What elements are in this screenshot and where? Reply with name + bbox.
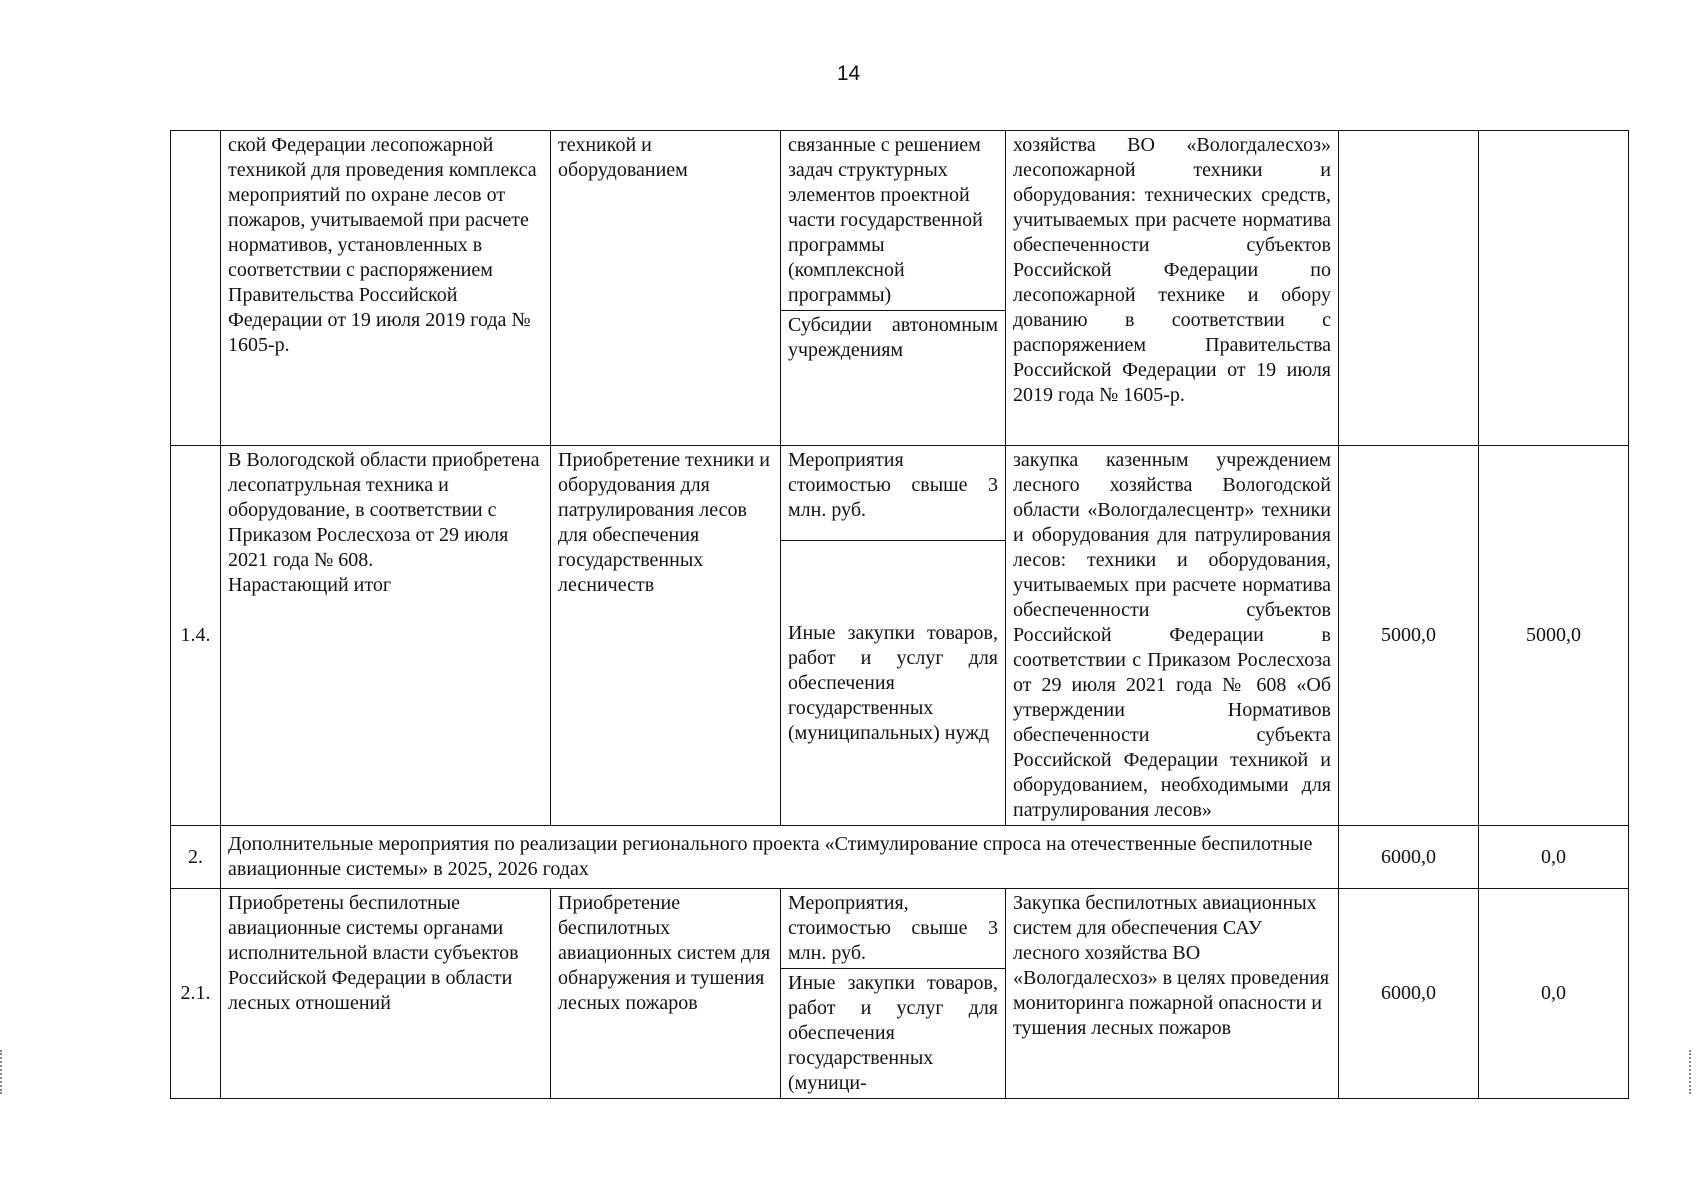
result-cell	[221, 131, 551, 446]
description-cell: Закупка беспилотных авиационных систем для обеспечения САУ лесного хозяйства ВО «Вологдалесхоз» в целях проведения мониторинга пожарной опасности и тушения лесных пожаров	[1006, 889, 1339, 1099]
result-text: ской Федерации лесопожарной техникой для проведения комплекса мероприятий по охране лесов от пожаров, учитываемой при расчете нормативов, установленных в соответствии с распоряжением Правительства Российской Федерации от 19 июля 2019 года № 1605-р.	[228, 134, 537, 356]
event-cell: Приобретение техники и оборудования для патрулирования лесов для обеспечения государственных лесничеств	[551, 446, 781, 826]
result-cell	[221, 889, 551, 1099]
result-cell	[221, 446, 551, 826]
left-margin-mark	[0, 1050, 8, 1094]
table-row	[171, 446, 1629, 541]
activities-table	[170, 130, 1629, 1099]
section-title-cell: Дополнительные мероприятия по реализации регионального проекта «Стимулирование спроса на отечественные беспилотные авиационные системы» в 2025, 2026 годах	[221, 826, 1339, 889]
page-number: 14	[836, 62, 861, 85]
event-cell: техникой и оборудованием	[551, 131, 781, 446]
amount-2025-cell	[1339, 131, 1479, 446]
amount-2025-cell: 6000,0	[1339, 889, 1479, 1099]
expense-type-cell: Субсидии автономным учреждениям	[781, 311, 1006, 446]
expense-type-cell: Мероприятия стоимостью свыше 3 млн. руб.	[781, 446, 1006, 541]
table-row	[171, 131, 1629, 311]
amount-2026-cell: 5000,0	[1479, 446, 1629, 826]
table-row	[171, 889, 1629, 969]
expense-type-cell: связанные с решением задач структурных элементов проектной части государственной программы (комплексной программы)	[781, 131, 1006, 311]
description-cell: хозяйства ВО «Вологдалесхоз» лесопожарной техники и оборудования: технических средств, учитываемых при расчете норматива обеспеченности субъектов Российской Федерации по лесопожарной технике и обору дованию в соответствии с распоряжением Правительства Российской Федерации от 19 июля 2019 года № 1605-р.	[1006, 131, 1339, 446]
event-cell: Приобретение беспилотных авиационных систем для обнаружения и тушения лесных пожаров	[551, 889, 781, 1099]
amount-2025-cell: 6000,0	[1339, 826, 1479, 889]
expense-type-cell: Иные закупки товаров, работ и услуг для обеспечения государственных (муниципальных) нужд	[781, 541, 1006, 826]
row-number: 1.4.	[171, 446, 221, 826]
right-margin-mark	[1689, 1050, 1697, 1094]
result-text: В Вологодской области приобретена лесопатрульная техника и оборудование, в соответствии с Приказом Рослесхоза от 29 июля 2021 года № 608.	[228, 449, 540, 571]
row-number: 2.1.	[171, 889, 221, 1099]
expense-type-cell: Мероприятия, стоимостью свыше 3 млн. руб.	[781, 889, 1006, 969]
description-cell: закупка казенным учреждением лесного хозяйства Вологодской области «Вологдалесцентр» техники и оборудования для патрулирования лесов: техники и оборудования, учитываемых при расчете норматива обеспеченности субъектов Российской Федерации в соответствии с Приказом Рослесхоза от 29 июля 2021 года № 608 «Об утверждении Нормативов обеспеченности субъекта Российской Федерации техникой и оборудованием, необходимыми для патрулирования лесов»	[1006, 446, 1339, 826]
amount-2025-cell: 5000,0	[1339, 446, 1479, 826]
expense-type-cell: Иные закупки товаров, работ и услуг для обеспечения государственных (муници-	[781, 969, 1006, 1099]
row-number: 2.	[171, 826, 221, 889]
amount-2026-cell: 0,0	[1479, 889, 1629, 1099]
row-number	[171, 131, 221, 446]
result-text: Приобретены беспилотные авиационные системы органами исполнительной власти субъектов Российской Федерации в области лесных отношений	[228, 892, 519, 1014]
table-row	[171, 826, 1629, 889]
amount-2026-cell: 0,0	[1479, 826, 1629, 889]
amount-2026-cell	[1479, 131, 1629, 446]
result-text: Нарастающий итог	[228, 574, 392, 596]
